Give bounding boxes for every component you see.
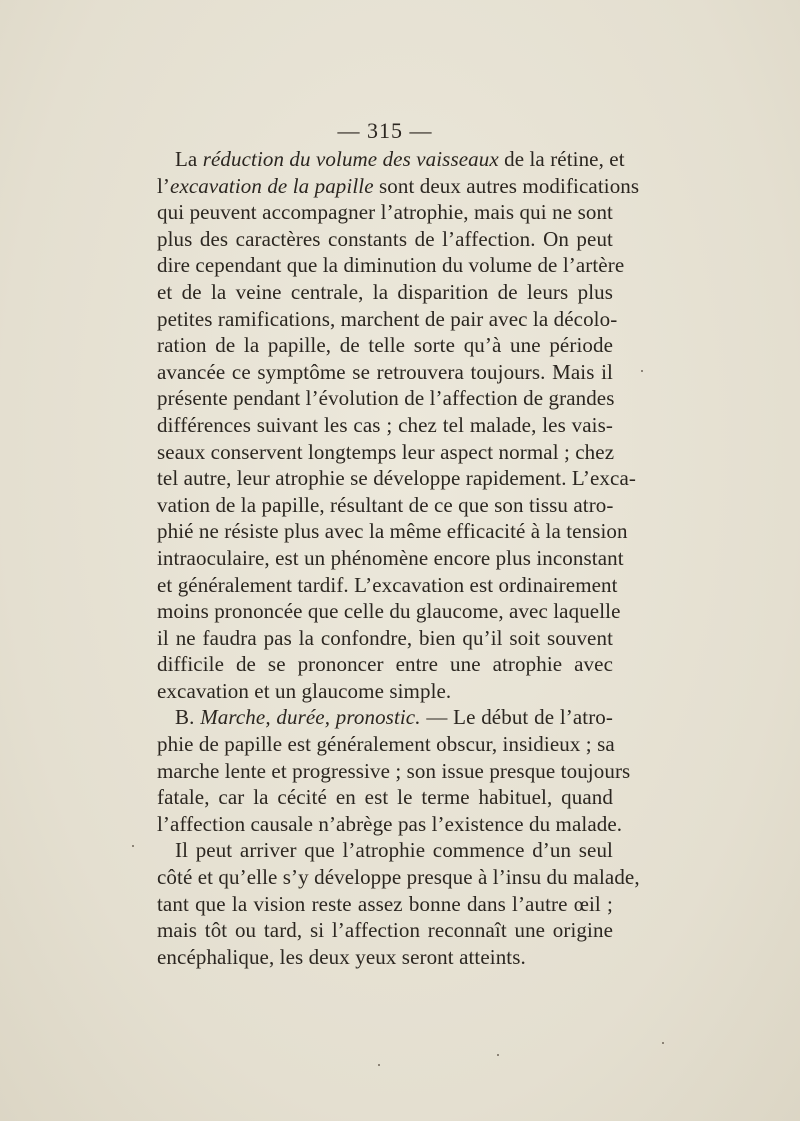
text-line: La réduction du volume des vaisseaux de la rétine, et [175,147,625,171]
paper-speck [497,1054,499,1056]
text-line: l’affection causale n’abrège pas l’existence du malade. [157,811,623,836]
text-line: tel autre, leur atrophie se développe rapidement. L’exca- [157,466,636,491]
paper-speck [662,1042,664,1044]
text-line: dire cependant que la diminution du volume de l’artère [157,253,625,278]
text-line: l’excavation de la papille sont deux autres modifications [157,173,640,198]
text-line: différences suivant les cas ; chez tel malade, les vais- [157,412,613,437]
text-line: et de la veine centrale, la disparition de leurs plus [157,279,613,304]
paragraph [157,704,631,837]
body-text [157,146,640,970]
text-line: et généralement tardif. L’excavation est ordinairement [157,572,618,597]
text-line: encéphalique, les deux yeux seront atteints. [157,944,526,969]
text-line: difficile de se prononcer entre une atrophie avec [157,652,613,677]
paper-speck [378,1064,380,1066]
text-line: excavation et un glaucome simple. [157,678,452,703]
text-line: moins prononcée que celle du glaucome, avec laquelle [157,599,621,624]
text-line: marche lente et progressive ; son issue presque toujours [157,758,631,783]
text-line: côté et qu’elle s’y développe presque à l’insu du malade, [157,865,640,890]
paragraph [157,837,640,970]
text-line: Il peut arriver que l’atrophie commence d’un seul [175,838,613,863]
text-line: petites ramifications, marchent de pair avec la décolo- [157,306,618,331]
text-line: phie de papille est généralement obscur, insidieux ; sa [157,732,615,757]
text-line: vation de la papille, résultant de ce que son tissu atro- [157,492,614,517]
text-line: B. Marche, durée, pronostic. — Le début de l’atro- [175,705,614,730]
text-line: intraoculaire, est un phénomène encore plus inconstant [157,545,624,570]
text-line: ration de la papille, de telle sorte qu’à une période [157,333,613,358]
text-line: plus des caractères constants de l’affection. On peut [157,226,613,251]
text-line: tant que la vision reste assez bonne dans l’autre œil ; [157,891,613,916]
text-line: il ne faudra pas la confondre, bien qu’il soit souvent [157,625,613,650]
page-number: — 315 — [337,118,433,143]
text-line: qui peuvent accompagner l’atrophie, mais qui ne sont [157,200,613,225]
text-line: avancée ce symptôme se retrouvera toujours. Mais il [157,359,613,384]
text-line: seaux conservent longtemps leur aspect normal ; chez [157,439,615,464]
paper-speck [132,845,134,847]
paper-speck [641,370,643,372]
text-line: mais tôt ou tard, si l’affection reconnaît une origine [157,918,613,943]
text-line: présente pendant l’évolution de l’affection de grandes [157,386,615,411]
text-line: fatale, car la cécité en est le terme habituel, quand [157,785,613,810]
text-line: phié ne résiste plus avec la même efficacité à la tension [157,519,628,544]
paragraph [157,146,640,704]
